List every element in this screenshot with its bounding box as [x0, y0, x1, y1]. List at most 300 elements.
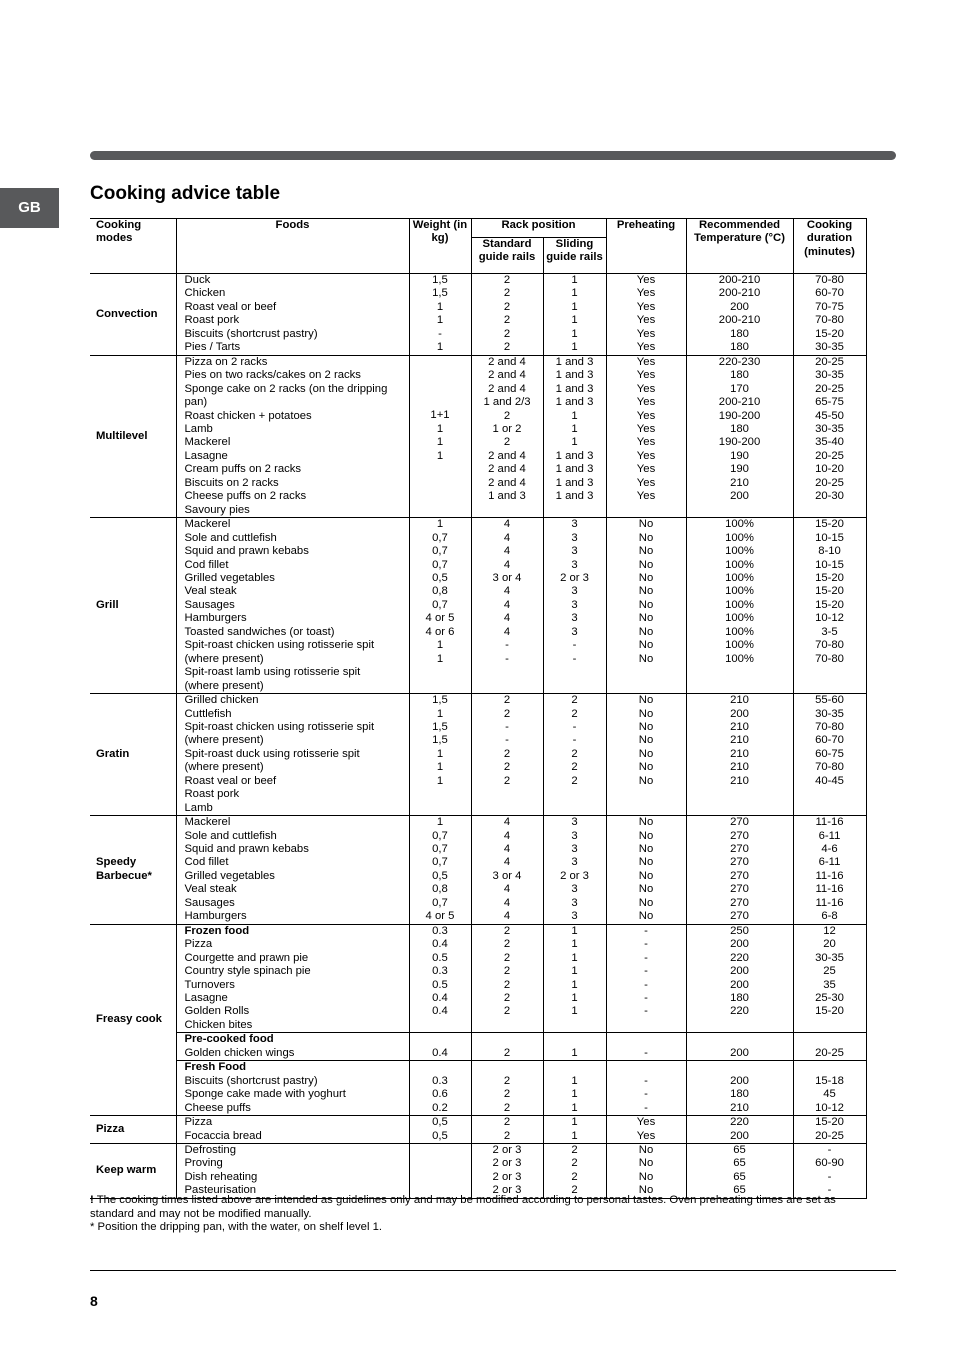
duration-value: 65-75 — [815, 396, 844, 409]
duration-value: 70-80 — [815, 639, 844, 652]
preheat-cell — [606, 1033, 686, 1061]
standard-value — [474, 1019, 541, 1032]
weight-value — [412, 369, 469, 382]
weight-value: 0.4 — [432, 938, 448, 951]
sliding-value — [546, 1061, 604, 1074]
temp-cell — [686, 1144, 793, 1199]
sliding-value: 3 — [571, 625, 578, 638]
standard-cell — [471, 816, 543, 925]
sliding-value: 1 and 3 — [555, 463, 594, 476]
preheat-cell — [606, 274, 686, 356]
standard-value: 1 or 2 — [492, 422, 522, 435]
food-item: Spit-roast lamb using rotisserie spit — [184, 666, 361, 679]
temp-value: 270 — [730, 869, 749, 882]
standard-value — [474, 504, 541, 517]
weight-value: 1,5 — [432, 720, 448, 733]
duration-value: 35 — [823, 978, 836, 991]
table-row — [90, 1116, 866, 1144]
preheat-value: - — [644, 1088, 648, 1101]
weight-value: 1 — [436, 449, 444, 462]
foods-cell — [176, 1116, 409, 1144]
temp-value: 100% — [725, 531, 754, 544]
duration-value: 6-11 — [818, 829, 841, 842]
sliding-value: 1 and 3 — [555, 382, 594, 395]
weight-value: 1 — [436, 300, 444, 313]
food-item: pan) — [184, 396, 208, 409]
preheat-value: No — [638, 639, 654, 652]
food-item: Duck — [184, 274, 211, 286]
temp-value: 270 — [730, 829, 749, 842]
preheat-value: Yes — [636, 327, 656, 340]
food-item: Frozen food — [184, 924, 250, 937]
food-item: Squid and prawn kebabs — [184, 843, 309, 856]
food-item: Savoury pies — [184, 503, 250, 516]
standard-value: 2 — [503, 938, 511, 951]
weight-value: 1 — [436, 747, 444, 760]
standard-cell — [471, 274, 543, 356]
weight-value: 0,7 — [432, 558, 448, 571]
sliding-value — [546, 802, 604, 815]
sliding-cell — [543, 274, 606, 356]
temp-value: 200 — [730, 1074, 749, 1087]
preheat-value: No — [638, 598, 654, 611]
temp-value: 190 — [730, 463, 749, 476]
temp-value: 220 — [730, 1005, 749, 1018]
sliding-value — [546, 1019, 604, 1032]
foods-cell — [176, 694, 409, 816]
cooking-mode-cell: Speedy Barbecue* — [90, 816, 176, 925]
weight-value — [412, 1157, 469, 1170]
sliding-value: 3 — [571, 910, 578, 923]
header-rack-position: Rack position — [471, 219, 606, 238]
duration-cell — [793, 816, 866, 925]
temp-value: 210 — [730, 476, 749, 489]
preheat-value — [609, 788, 684, 801]
sliding-value: 2 or 3 — [560, 869, 589, 882]
table-row — [90, 1144, 866, 1199]
preheat-value: - — [644, 951, 648, 964]
standard-value: 2 — [503, 747, 511, 760]
preheat-value: No — [638, 720, 654, 733]
weight-value: - — [438, 327, 442, 340]
standard-value: 4 — [503, 816, 511, 829]
duration-value: 11-16 — [815, 896, 844, 909]
weight-value — [412, 680, 469, 693]
temp-cell — [686, 1033, 793, 1061]
duration-value: 10-12 — [815, 1101, 844, 1114]
preheat-cell — [606, 694, 686, 816]
sliding-value: 1 and 3 — [555, 355, 594, 368]
sliding-cell — [543, 1033, 606, 1061]
standard-value: 4 — [503, 910, 511, 923]
temp-value: 220 — [730, 951, 749, 964]
header-foods: Foods — [176, 219, 409, 274]
top-divider-bar — [90, 151, 896, 160]
weight-value: 1 — [436, 639, 444, 652]
standard-value: 2 and 4 — [488, 355, 526, 368]
weight-value: 1,5 — [432, 287, 448, 300]
temp-cell — [686, 1061, 793, 1116]
duration-value: 15-18 — [815, 1074, 844, 1087]
table-row — [90, 1061, 866, 1116]
foods-cell — [176, 1061, 409, 1116]
weight-cell — [409, 1061, 471, 1116]
sliding-value: 1 and 3 — [555, 449, 594, 462]
temp-value: 100% — [725, 545, 754, 558]
food-item: Sausages — [184, 896, 235, 909]
temp-value — [689, 1061, 791, 1074]
food-item: Sole and cuttlefish — [184, 829, 277, 842]
food-item: Defrosting — [184, 1144, 236, 1156]
preheat-value: No — [638, 694, 654, 707]
preheat-value: Yes — [636, 1129, 656, 1142]
standard-value: 4 — [503, 598, 511, 611]
temp-value — [689, 680, 791, 693]
weight-value: 0.3 — [432, 965, 448, 978]
food-item: Roast veal or beef — [184, 774, 277, 787]
preheat-value: No — [638, 585, 654, 598]
preheat-cell — [606, 355, 686, 517]
food-item: Cheese puffs — [184, 1101, 251, 1114]
temp-value: 180 — [730, 1088, 749, 1101]
temp-value: 100% — [725, 571, 754, 584]
temp-value: 200 — [730, 978, 749, 991]
sliding-value: 3 — [571, 598, 578, 611]
preheat-cell — [606, 816, 686, 925]
standard-value: 2 and 4 — [488, 449, 526, 462]
sliding-value: 1 — [571, 327, 578, 340]
food-item: (where present) — [184, 734, 264, 747]
food-item: Courgette and prawn pie — [184, 951, 309, 964]
preheat-value — [609, 1019, 684, 1032]
duration-value: 45 — [823, 1088, 836, 1101]
temp-value: 180 — [730, 369, 749, 382]
weight-cell — [409, 1116, 471, 1144]
preheat-value — [609, 504, 684, 517]
temp-cell — [686, 816, 793, 925]
preheat-value: No — [638, 896, 654, 909]
preheat-value: No — [638, 761, 654, 774]
preheat-value: No — [638, 518, 654, 531]
table-row — [90, 355, 866, 517]
weight-value — [412, 1033, 469, 1046]
food-item: Cream puffs on 2 racks — [184, 463, 302, 476]
food-item: Focaccia bread — [184, 1129, 262, 1142]
standard-value: 1 and 3 — [488, 490, 526, 503]
weight-value: 0.5 — [432, 978, 448, 991]
preheat-value: No — [638, 612, 654, 625]
preheat-value: No — [638, 571, 654, 584]
weight-cell — [409, 816, 471, 925]
food-item: Pasteurisation — [184, 1184, 257, 1197]
weight-value: 0,7 — [432, 829, 448, 842]
page-title: Cooking advice table — [90, 183, 281, 204]
weight-value: 0.3 — [432, 924, 448, 937]
food-item: Proving — [184, 1157, 223, 1170]
standard-value: 2 — [503, 761, 511, 774]
food-item: (where present) — [184, 679, 264, 692]
weight-value: 1 — [436, 761, 444, 774]
weight-value: 0,5 — [432, 1116, 448, 1129]
duration-cell — [793, 355, 866, 517]
duration-value: 60-90 — [815, 1157, 844, 1170]
sliding-value: 1 and 3 — [555, 369, 594, 382]
sliding-value: - — [572, 639, 577, 652]
temp-value: 270 — [730, 896, 749, 909]
temp-value: 100% — [725, 585, 754, 598]
standard-value: 2 — [503, 774, 511, 787]
duration-value: 6-8 — [821, 910, 838, 923]
food-item: Biscuits (shortcrust pastry) — [184, 1074, 318, 1087]
cooking-mode-cell: Gratin — [90, 694, 176, 816]
duration-value: - — [827, 1144, 832, 1156]
temp-value: 200 — [730, 965, 749, 978]
food-item: Roast veal or beef — [184, 300, 277, 313]
weight-value — [412, 463, 469, 476]
duration-value: 15-20 — [815, 571, 844, 584]
standard-value: 2 — [503, 924, 511, 937]
food-item: Spit-roast chicken using rotisserie spit — [184, 720, 375, 733]
standard-value: 2 — [503, 1116, 511, 1129]
duration-value — [796, 1019, 864, 1032]
temp-value: 180 — [730, 341, 749, 354]
standard-value: 2 or 3 — [492, 1157, 522, 1170]
preheat-value: - — [644, 1101, 648, 1114]
duration-value: 55-60 — [815, 694, 844, 707]
temp-value: 210 — [730, 761, 749, 774]
duration-cell — [793, 694, 866, 816]
food-item: Golden Rolls — [184, 1005, 250, 1018]
table-row — [90, 924, 866, 1033]
sliding-value: 1 — [571, 300, 578, 313]
mode-group — [90, 816, 866, 925]
sliding-value: 3 — [571, 856, 578, 869]
duration-value: - — [827, 1170, 832, 1183]
weight-cell — [409, 1033, 471, 1061]
sliding-value: 2 — [571, 761, 578, 774]
temp-value: 210 — [730, 1101, 749, 1114]
sliding-value — [546, 788, 604, 801]
foods-cell — [176, 924, 409, 1033]
preheat-value — [609, 1061, 684, 1074]
duration-cell — [793, 924, 866, 1033]
weight-value: 0,7 — [432, 531, 448, 544]
preheat-value: No — [638, 869, 654, 882]
cooking-mode-cell: Pizza — [90, 1116, 176, 1144]
duration-cell — [793, 1061, 866, 1116]
weight-value — [412, 356, 469, 369]
standard-cell — [471, 694, 543, 816]
preheat-value: No — [638, 883, 654, 896]
cooking-advice-table — [90, 218, 867, 1199]
food-item: Grilled chicken — [184, 694, 259, 707]
weight-value: 1 — [436, 436, 444, 449]
temp-value: 210 — [730, 720, 749, 733]
duration-value: 70-80 — [815, 274, 844, 286]
warning-mark: ! — [90, 1194, 94, 1206]
duration-value — [796, 1033, 864, 1046]
preheat-value: - — [644, 1074, 648, 1087]
standard-value: 2 — [503, 1101, 511, 1114]
sliding-cell — [543, 694, 606, 816]
weight-value: 0,7 — [432, 843, 448, 856]
header-standard-rails: Standard guide rails — [471, 237, 543, 273]
temp-value: 210 — [730, 734, 749, 747]
table-row — [90, 816, 866, 925]
temp-value — [689, 802, 791, 815]
table-row — [90, 518, 866, 694]
sliding-value: 1 and 3 — [555, 476, 594, 489]
weight-value — [412, 1144, 469, 1157]
weight-cell — [409, 274, 471, 356]
preheat-cell — [606, 1061, 686, 1116]
preheat-value: - — [644, 1005, 648, 1018]
temp-cell — [686, 355, 793, 517]
weight-value: 1,5 — [432, 694, 448, 707]
duration-value: 30-35 — [815, 341, 844, 354]
duration-value: 10-15 — [815, 531, 844, 544]
temp-value: 200 — [730, 1046, 749, 1059]
preheat-value: Yes — [636, 300, 656, 313]
temp-value: 200 — [730, 707, 749, 720]
sliding-value: 1 — [571, 924, 578, 937]
standard-cell — [471, 518, 543, 694]
standard-value: 4 — [503, 829, 511, 842]
duration-value: 10-12 — [815, 612, 844, 625]
mode-group — [90, 1144, 866, 1199]
standard-value: 2 or 3 — [492, 1144, 522, 1156]
sliding-value: 3 — [571, 896, 578, 909]
duration-value: 20-25 — [815, 355, 844, 368]
standard-value: 2 and 4 — [488, 369, 526, 382]
preheat-value — [609, 802, 684, 815]
weight-cell — [409, 1144, 471, 1199]
food-item: Hamburgers — [184, 612, 247, 625]
foods-cell — [176, 355, 409, 517]
standard-value: 2 or 3 — [492, 1170, 522, 1183]
duration-value: 25-30 — [815, 992, 844, 1005]
header-weight: Weight (in kg) — [409, 219, 471, 274]
weight-value: 0,8 — [432, 883, 448, 896]
sliding-value: 1 — [571, 1074, 578, 1087]
standard-value: 2 — [503, 300, 511, 313]
food-item: Spit-roast duck using rotisserie spit — [184, 747, 360, 760]
food-item: Mackerel — [184, 436, 231, 449]
standard-value — [474, 802, 541, 815]
header-preheating: Preheating — [606, 219, 686, 274]
duration-value: 70-80 — [815, 720, 844, 733]
mode-group — [90, 355, 866, 517]
sliding-value: 1 — [571, 422, 578, 435]
preheat-value: No — [638, 1184, 654, 1197]
duration-value: 15-20 — [815, 518, 844, 531]
header-temperature: Recommended Temperature (°C) — [686, 219, 793, 274]
preheat-value: Yes — [636, 355, 656, 368]
sliding-value: 3 — [571, 545, 578, 558]
standard-cell — [471, 924, 543, 1033]
food-item: Pizza — [184, 1116, 213, 1129]
temp-value: 65 — [733, 1184, 746, 1197]
foods-cell — [176, 274, 409, 356]
preheat-value: Yes — [636, 449, 656, 462]
temp-cell — [686, 518, 793, 694]
standard-value — [474, 680, 541, 693]
temp-value: 100% — [725, 625, 754, 638]
bottom-divider — [90, 1270, 896, 1271]
temp-value — [689, 788, 791, 801]
temp-value: 270 — [730, 843, 749, 856]
standard-value: - — [505, 652, 509, 665]
standard-value — [474, 1033, 541, 1046]
temp-value: 200 — [730, 300, 749, 313]
food-item: Spit-roast chicken using rotisserie spit — [184, 639, 375, 652]
food-item: Roast chicken + potatoes — [184, 409, 312, 422]
duration-value: 40-45 — [815, 774, 844, 787]
temp-cell — [686, 1116, 793, 1144]
weight-value — [412, 1171, 469, 1184]
preheat-value: No — [638, 856, 654, 869]
food-item: Chicken bites — [184, 1018, 253, 1031]
food-item: Lasagne — [184, 449, 228, 462]
duration-value: 15-20 — [815, 327, 844, 340]
weight-value: 1 — [436, 518, 444, 531]
preheat-value: Yes — [636, 274, 656, 286]
food-item: Biscuits on 2 racks — [184, 476, 279, 489]
mode-group — [90, 274, 866, 356]
weight-value: 0,5 — [432, 1129, 448, 1142]
preheat-value: No — [638, 558, 654, 571]
preheat-value: Yes — [636, 341, 656, 354]
standard-value — [474, 666, 541, 679]
standard-value: 2 — [503, 694, 511, 707]
duration-value: 20-25 — [815, 449, 844, 462]
standard-value: 4 — [503, 518, 511, 531]
sliding-value: 3 — [571, 829, 578, 842]
standard-cell — [471, 1116, 543, 1144]
standard-value: 4 — [503, 883, 511, 896]
duration-value: 60-75 — [815, 747, 844, 760]
food-item: Pies on two racks/cakes on 2 racks — [184, 369, 361, 382]
temp-cell — [686, 274, 793, 356]
sliding-value: - — [572, 734, 577, 747]
temp-value: 100% — [725, 598, 754, 611]
footnote-guidelines-text: The cooking times listed above are intended as guidelines only and may be modified according to personal tastes. Oven preheating times are set as standard and may not be modified manually. — [90, 1194, 836, 1220]
standard-value: 2 — [503, 965, 511, 978]
standard-value: 2 and 4 — [488, 476, 526, 489]
preheat-cell — [606, 518, 686, 694]
preheat-cell — [606, 1144, 686, 1199]
standard-value: - — [505, 639, 509, 652]
preheat-value: Yes — [636, 409, 656, 422]
standard-value: 4 — [503, 896, 511, 909]
standard-value: 2 — [503, 341, 511, 354]
temp-value: 190 — [730, 449, 749, 462]
temp-value: 200-210 — [718, 314, 761, 327]
sliding-value: 2 — [571, 774, 578, 787]
foods-cell — [176, 1144, 409, 1199]
sliding-value: - — [572, 652, 577, 665]
duration-cell — [793, 274, 866, 356]
food-item: (where present) — [184, 761, 264, 774]
sliding-value: 1 — [571, 1101, 578, 1114]
temp-value: 65 — [733, 1157, 746, 1170]
weight-value — [412, 788, 469, 801]
preheat-value: No — [638, 1170, 654, 1183]
weight-value: 0.5 — [432, 951, 448, 964]
preheat-value: No — [638, 910, 654, 923]
food-item: Roast pork — [184, 314, 240, 327]
standard-cell — [471, 1033, 543, 1061]
